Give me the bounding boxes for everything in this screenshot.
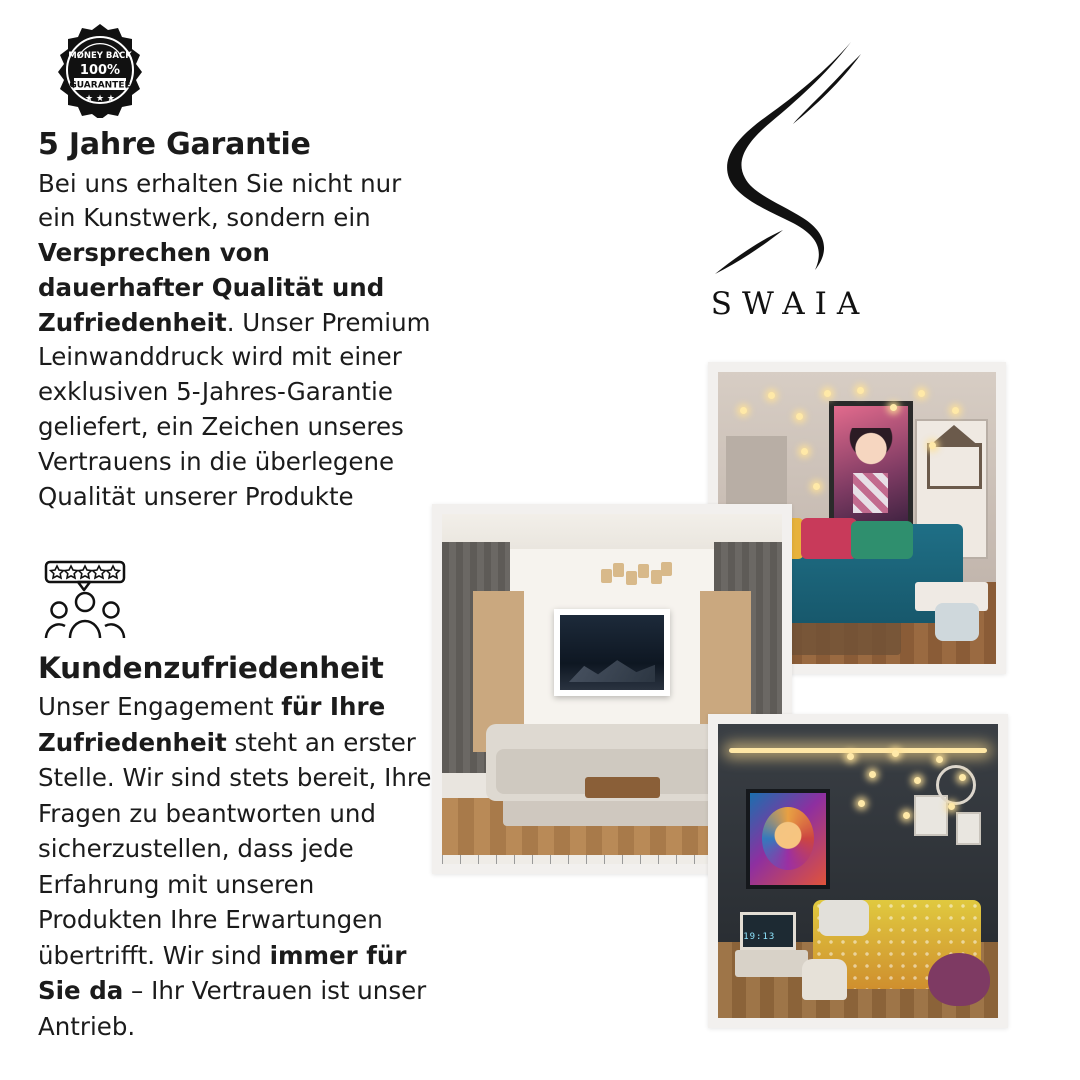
satisfaction-text-2: für Ihre Zufriedenheit bbox=[38, 692, 386, 757]
product-photo-lion-kids-room[interactable] bbox=[708, 714, 1008, 1028]
brand-wordmark: SWAIA bbox=[710, 286, 870, 322]
info-column bbox=[38, 18, 438, 1044]
satisfaction-text-5: – Ihr Vertrauen ist unser Antrieb. bbox=[38, 976, 427, 1041]
satisfaction-section bbox=[38, 560, 438, 1044]
screen-time-label: 19:13 bbox=[743, 931, 776, 942]
satisfaction-text-3: steht an erster Stelle. Wir sind stets bereit, Ihre Fragen zu beantworten und sicherzustellen, dass jede Erfahrung mit unseren Produkten Ihre Erwartungen übertrifft. Wir sind bbox=[38, 727, 432, 970]
guarantee-body bbox=[38, 167, 438, 515]
satisfaction-text-4: immer für Sie da bbox=[38, 940, 407, 1006]
guarantee-text-2: Versprechen von dauerhafter Qualität und Zufriedenheit bbox=[38, 238, 385, 337]
guarantee-text-1: Bei uns erhalten Sie nicht nur ein Kunstwerk, sondern ein bbox=[38, 168, 402, 233]
customer-satisfaction-rating-icon bbox=[40, 560, 136, 642]
svg-text:100%: 100% bbox=[79, 63, 121, 78]
swaia-s-logo-icon bbox=[640, 36, 930, 284]
guarantee-text-3: . Unser Premium Leinwanddruck wird mit einer exklusiven 5-Jahres-Garantie geliefert, ein Zeichen unseres Vertrauens in die überlegene Qualität unserer Produkte bbox=[38, 307, 431, 511]
satisfaction-text-1: Unser Engagement bbox=[38, 692, 282, 722]
svg-text:MONEY BACK: MONEY BACK bbox=[68, 51, 132, 61]
satisfaction-title: Kundenzufriedenheit bbox=[38, 651, 384, 686]
money-back-guarantee-badge-icon bbox=[52, 22, 148, 118]
guarantee-section bbox=[38, 22, 438, 514]
brand-logo bbox=[640, 36, 930, 322]
product-photo-lion-kids-room-image bbox=[718, 724, 998, 1018]
svg-text:★ ★ ★: ★ ★ ★ bbox=[85, 94, 115, 104]
satisfaction-body bbox=[38, 689, 438, 1044]
svg-text:GUARANTEE: GUARANTEE bbox=[69, 80, 131, 91]
guarantee-title: 5 Jahre Garantie bbox=[38, 127, 311, 162]
